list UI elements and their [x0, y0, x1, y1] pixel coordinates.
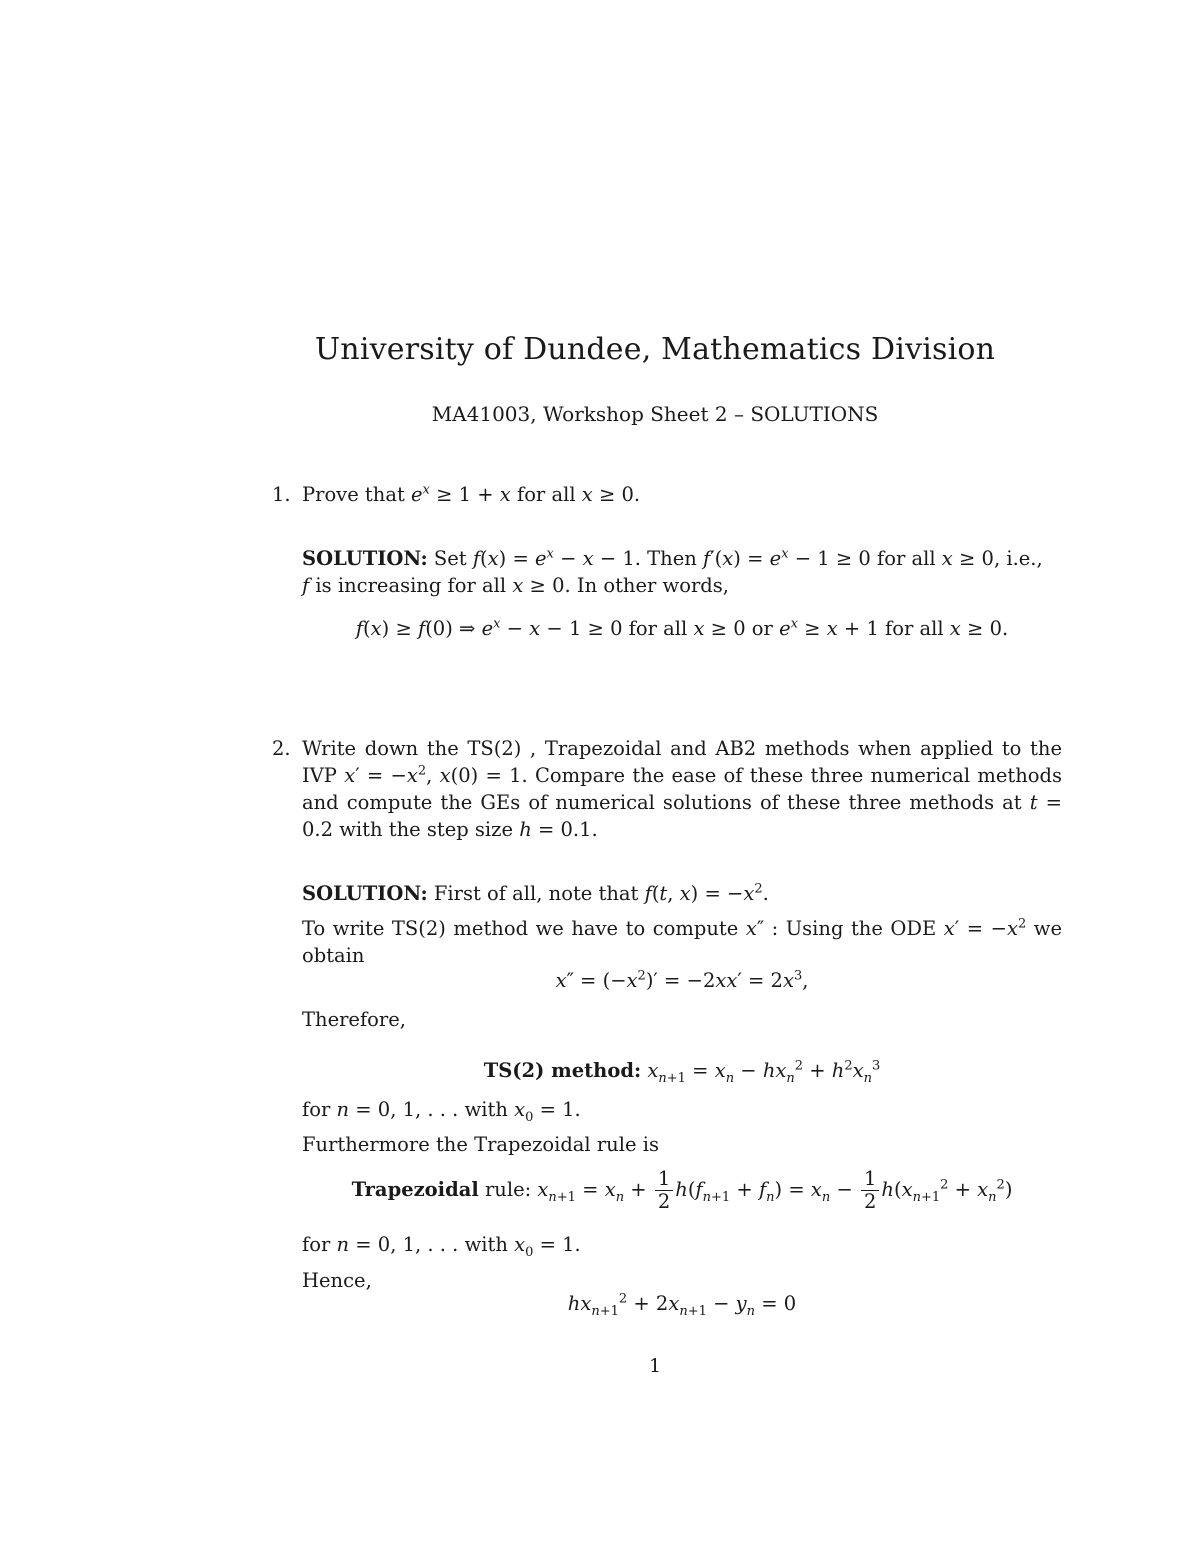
for-n-text-1: for n = 0, 1, . . . with $x_0 = 1$. — [302, 1098, 581, 1125]
hence-text: Hence, — [302, 1269, 372, 1292]
problem-2-statement: Write down the TS(2) , Trapezoidal and AB2 methods when applied to the IVP $x' = -x^2$, x(0) = 1. Compare the ease of these three numerical methods and compute the GEs of numerical solutions of these three methods at t = 0.2 with the step size h = 0.1. — [302, 737, 1062, 841]
problem-2-number: 2. — [272, 737, 291, 760]
trapezoidal-label: Trapezoidal — [351, 1178, 479, 1201]
trapezoidal-equation: Trapezoidal rule: $x_{n+1} = x_n$ + $\frac{1}{2}$ $h(f_{n+1} + f_n) = x_n$ − $\frac{1}{2}$ $h(x_{n+1}^2 + x_n^2)$ — [351, 1167, 1013, 1213]
trapezoidal-intro: Furthermore the Trapezoidal rule is — [302, 1133, 659, 1156]
problem-2-solution-first: SOLUTION: First of all, note that f(t, $x) = -x^2$. — [302, 881, 769, 905]
page-subtitle: MA41003, Workshop Sheet 2 – SOLUTIONS — [431, 402, 879, 426]
for-n-text-2: for n = 0, 1, . . . with $x_0 = 1$. — [302, 1233, 581, 1260]
solution-label-2: SOLUTION: — [302, 882, 428, 905]
therefore-text: Therefore, — [302, 1008, 406, 1031]
ts2-label: TS(2) method: — [483, 1059, 642, 1082]
problem-1-solution: SOLUTION: Set $f(x) = e^x - x - 1$. Then $f'(x) = e^x - 1 \ge 0$ for all x ≥ 0, i.e., f is increasing for all x ≥ 0. In other words, — [302, 546, 1043, 597]
page-number: 1 — [648, 1355, 662, 1377]
ts2-intro: To write TS(2) method we have to compute x″ : Using the ODE $x' = -x^2$ we obtain — [302, 916, 1062, 967]
page-title: University of Dundee, Mathematics Division — [314, 332, 996, 367]
ts2-method-equation: TS(2) method: $x_{n+1} = x_n - hx_n^2 + h^2x_n^3$ — [483, 1058, 881, 1086]
problem-1-number: 1. — [272, 483, 291, 506]
problem-1-statement: Prove that $e^x \ge 1 + x$ for all x ≥ 0. — [302, 482, 641, 506]
problem-1-display-equation: f(x) ≥ f(0) ⇒ $e^x - x - 1 \ge 0$ for all x ≥ 0 or $e^x \ge x + 1$ for all x ≥ 0. — [355, 616, 1009, 640]
solution-label: SOLUTION: — [302, 547, 428, 570]
fraction-half-1: $\frac{1}{2}$ — [655, 1168, 673, 1213]
second-derivative-equation: $x'' = (-x^2)' = -2xx' = 2x^3$, — [555, 968, 809, 992]
fraction-half-2: $\frac{1}{2}$ — [861, 1168, 879, 1213]
final-equation: $hx_{n+1}^2 + 2x_{n+1} - y_n = 0$ — [567, 1291, 797, 1319]
